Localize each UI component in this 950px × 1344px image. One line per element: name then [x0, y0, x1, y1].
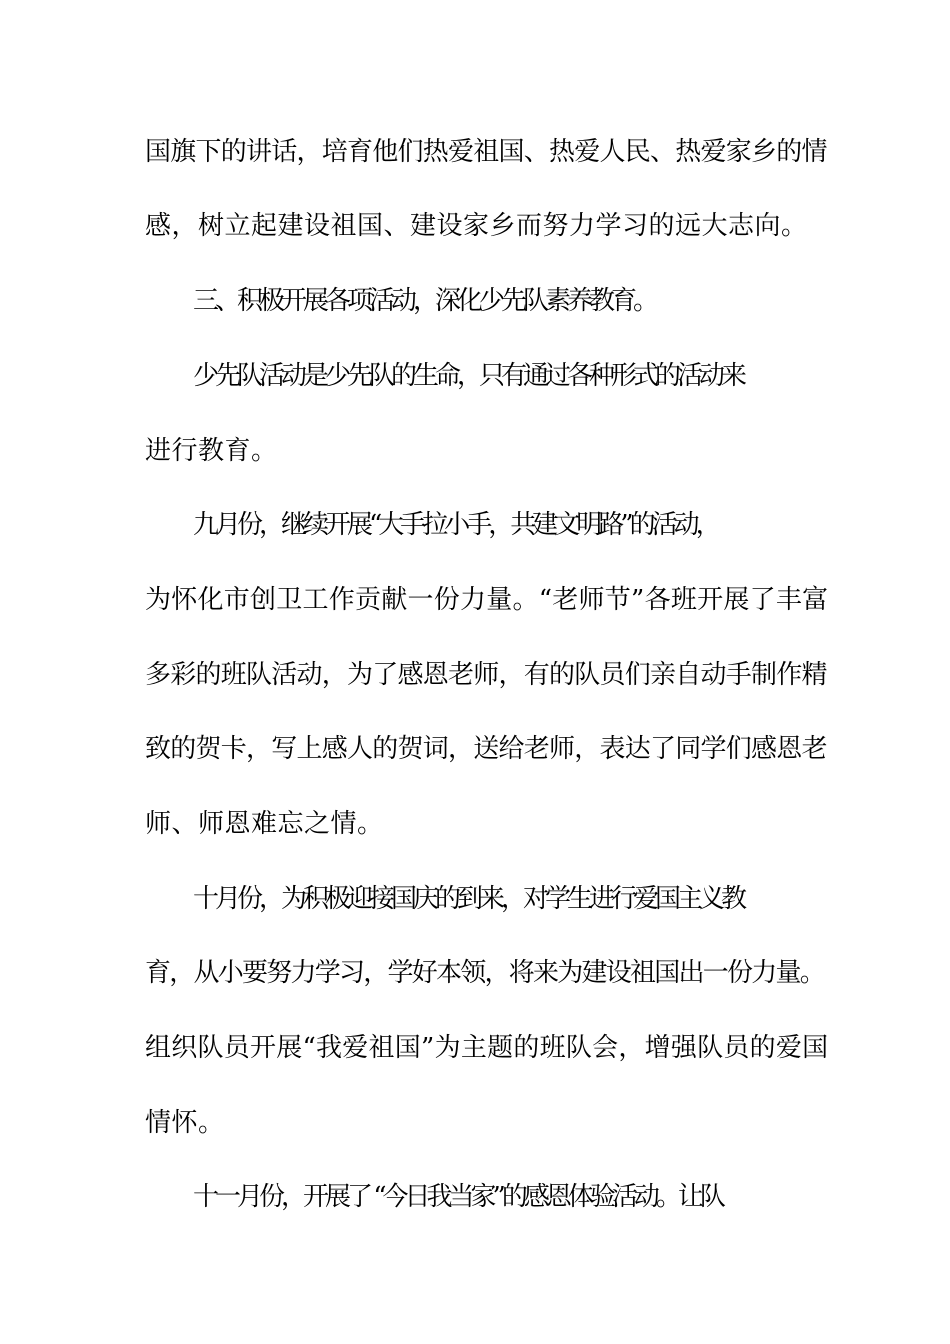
text-line-14: 情怀。 — [145, 1108, 225, 1138]
text-line-1: 国旗下的讲话，培育他们热爱祖国、热爱人民、热爱家乡的情 — [145, 137, 827, 167]
text-line-4: 少先队活动是少先队的生命，只有通过各种形式的活动来 — [193, 361, 744, 391]
text-line-7: 为怀化市创卫工作贡献一份力量。“老师节”各班开展了丰富 — [145, 585, 829, 615]
text-line-11: 十月份，为积极迎接国庆的到来，对学生进行爱国主义教 — [193, 884, 744, 914]
section-heading-3: 三、积极开展各项活动，深化少先队素养教育。 — [193, 286, 656, 316]
text-line-6: 九月份，继续开展“大手拉小手，共建文明路”的活动， — [193, 510, 718, 540]
text-line-8: 多彩的班队活动，为了感恩老师，有的队员们亲自动手制作精 — [145, 660, 827, 690]
text-line-12: 育，从小要努力学习，学好本领，将来为建设祖国出一份力量。 — [145, 958, 825, 988]
text-line-5: 进行教育。 — [145, 436, 278, 466]
text-line-9: 致的贺卡，写上感人的贺词，送给老师，表达了同学们感恩老 — [145, 734, 827, 764]
text-line-2: 感，树立起建设祖国、建设家乡而努力学习的远大志向。 — [145, 211, 808, 241]
text-line-15: 十一月份，开展了 “今日我当家”的感恩体验活动。让队 — [193, 1182, 722, 1212]
text-line-13: 组织队员开展“我爱祖国”为主题的班队会，增强队员的爱国 — [145, 1033, 829, 1063]
text-line-10: 师、师恩难忘之情。 — [145, 809, 384, 839]
